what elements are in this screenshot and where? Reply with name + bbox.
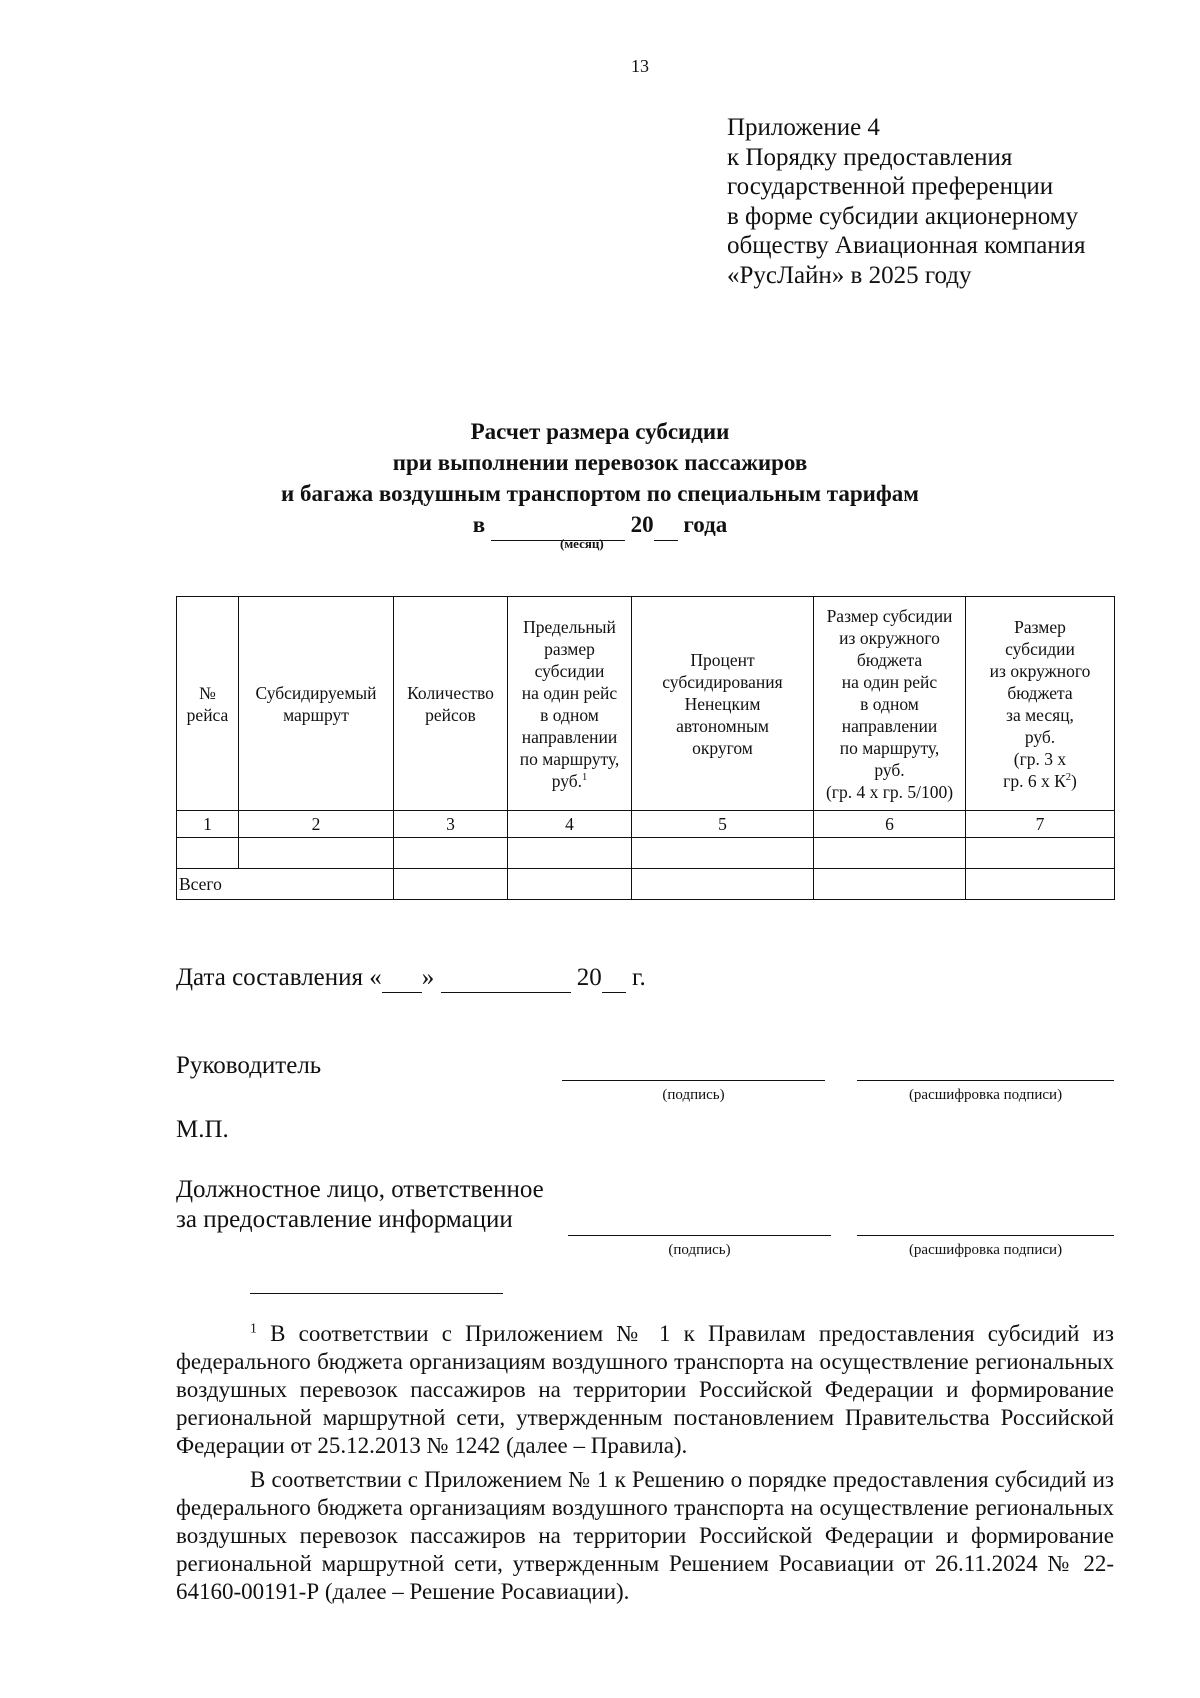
header-line <box>816 649 963 671</box>
month-blank <box>441 964 571 993</box>
table-row <box>177 838 1115 869</box>
appendix-line: в форме субсидии акционерному <box>727 202 1079 230</box>
column-number: 4 <box>508 811 632 838</box>
official-decoding-caption: (расшифровка подписи) <box>908 1242 1063 1258</box>
month-caption: (месяц) <box>560 536 604 551</box>
appendix-line: государственной преференции <box>727 173 1054 200</box>
table-cell <box>814 869 966 900</box>
table-cell <box>394 869 508 900</box>
table-cell <box>966 869 1115 900</box>
year-blank <box>602 964 626 993</box>
header-line-text: № <box>199 682 216 703</box>
header-line <box>510 660 629 682</box>
column-number: 2 <box>239 811 394 838</box>
header-line-text: размер <box>544 638 595 659</box>
column-number: 5 <box>632 811 814 838</box>
header-line <box>510 704 629 726</box>
official-decoding-line <box>857 1235 1114 1236</box>
official-signature-line <box>568 1235 831 1236</box>
header-line-text: Субсидируемый <box>255 682 377 703</box>
header-line-text: бюджета <box>856 649 923 670</box>
date-suffix: г. <box>632 964 646 991</box>
header-line <box>179 704 236 726</box>
header-line-text: рейса <box>186 704 229 725</box>
header-line-text: руб. <box>551 770 583 791</box>
header-max-subsidy <box>508 597 632 811</box>
stamp-label: М.П. <box>176 1116 229 1143</box>
header-line <box>968 726 1112 748</box>
header-line-text: бюджета <box>1007 682 1073 703</box>
title-line: Расчет размера субсидии <box>470 419 730 444</box>
page-number: 13 <box>631 56 649 76</box>
month-prefix: в <box>472 512 486 537</box>
header-line <box>510 726 629 748</box>
header-line <box>510 616 629 638</box>
header-line-text: на один рейс <box>521 682 618 703</box>
footnote-separator <box>250 1293 503 1294</box>
column-number: 1 <box>177 811 239 838</box>
total-row <box>177 869 1115 900</box>
header-line-text: за месяц, <box>1006 704 1074 725</box>
header-line-text: субсидирования <box>662 671 783 692</box>
document-title <box>0 416 1200 541</box>
date-prefix: Дата составления « <box>176 964 382 991</box>
appendix-block <box>727 113 1086 290</box>
table-cell <box>394 838 508 869</box>
header-subsidy-percent <box>632 597 814 811</box>
header-line <box>510 748 629 770</box>
header-line <box>968 748 1112 770</box>
header-line-text: в одном <box>860 693 919 714</box>
head-signature-caption: (подпись) <box>662 1087 725 1103</box>
header-line-text: направлении <box>841 715 938 736</box>
header-line <box>816 781 963 803</box>
header-line <box>510 682 629 704</box>
header-line-text: по маршруту, <box>519 748 620 769</box>
header-line-text: субсидии <box>1005 638 1075 659</box>
appendix-line: к Порядку предоставления <box>727 143 1013 171</box>
header-flight-number <box>177 597 239 811</box>
header-line-text: по маршруту, <box>839 737 940 758</box>
header-line <box>968 704 1112 726</box>
table-cell <box>177 838 239 869</box>
appendix-line: «РусЛайн» в 2025 году <box>727 261 972 289</box>
table-cell <box>508 838 632 869</box>
appendix-line: Приложение 4 <box>727 114 880 141</box>
header-line-text: (гр. 4 х гр. 5/100) <box>825 781 954 802</box>
head-label: Руководитель <box>176 1052 322 1079</box>
header-line-text: автономным <box>676 715 769 736</box>
header-line <box>816 627 963 649</box>
table-cell <box>632 869 814 900</box>
date-year-prefix: 20 <box>576 964 602 991</box>
table-header-row <box>177 597 1115 811</box>
header-line-text: из окружного <box>989 660 1091 681</box>
header-line-text: гр. 6 х К <box>1003 770 1066 791</box>
header-line <box>241 682 391 704</box>
subsidy-table <box>176 596 1115 900</box>
table-cell <box>239 838 394 869</box>
header-line <box>816 671 963 693</box>
header-line <box>968 660 1112 682</box>
year-blank <box>654 509 678 541</box>
superscript: 2 <box>1065 771 1072 783</box>
header-line <box>968 770 1112 792</box>
header-line-text: Процент <box>690 649 755 670</box>
header-flights-count <box>394 597 508 811</box>
footnote-mark: 1 <box>582 771 588 783</box>
header-line <box>968 682 1112 704</box>
header-line-text: Количество <box>407 682 494 703</box>
header-district-subsidy-per-flight <box>814 597 966 811</box>
head-decoding-caption: (расшифровка подписи) <box>908 1087 1063 1103</box>
title-line: и багажа воздушным транспортом по специальным тарифам <box>281 481 919 506</box>
month-blank <box>491 509 625 541</box>
footnote-1 <box>176 1320 1114 1460</box>
header-line <box>816 715 963 737</box>
header-line-text: направлении <box>521 726 618 747</box>
header-line-text: Размер субсидии <box>826 605 953 626</box>
header-line <box>634 649 811 671</box>
header-route <box>239 597 394 811</box>
header-line <box>968 638 1112 660</box>
column-number-row <box>177 811 1115 838</box>
header-line-text: рейсов <box>425 704 476 725</box>
table-cell <box>508 869 632 900</box>
header-line <box>634 693 811 715</box>
header-line <box>396 682 505 704</box>
footnote-2 <box>176 1466 1114 1606</box>
header-line-text: Предельный <box>523 616 616 637</box>
header-line <box>241 704 391 726</box>
appendix-line: обществу Авиационная компания <box>727 232 1086 259</box>
footnote-1-mark: 1 <box>250 1320 257 1336</box>
header-line <box>510 770 629 792</box>
table-cell <box>814 838 966 869</box>
header-line-text: Размер <box>1014 616 1066 637</box>
column-number: 7 <box>966 811 1115 838</box>
date-mid: » <box>421 964 435 991</box>
day-blank <box>382 964 422 993</box>
header-line <box>816 759 963 781</box>
official-signature-caption: (подпись) <box>668 1242 731 1258</box>
header-line-text: субсидии <box>534 660 605 681</box>
header-line-text: руб. <box>874 759 905 780</box>
total-label: Всего <box>177 869 394 900</box>
header-line-text: из окружного <box>839 627 940 648</box>
footnotes <box>176 1320 1114 1612</box>
header-line <box>634 715 811 737</box>
official-label-line2: за предоставление информации <box>176 1206 513 1233</box>
official-label-line1: Должностное лицо, ответственное <box>176 1176 544 1203</box>
column-number: 6 <box>814 811 966 838</box>
header-line <box>634 737 811 759</box>
header-line-text: руб. <box>1024 726 1056 747</box>
header-line <box>968 616 1112 638</box>
header-line <box>816 693 963 715</box>
header-line <box>510 638 629 660</box>
header-line <box>634 671 811 693</box>
column-number: 3 <box>394 811 508 838</box>
header-line-text: в одном <box>540 704 599 725</box>
header-line-text: Ненецким <box>684 693 761 714</box>
header-line <box>816 737 963 759</box>
title-line: при выполнении перевозок пассажиров <box>392 450 808 475</box>
header-line <box>179 682 236 704</box>
header-line-text: округом <box>692 737 753 758</box>
compilation-date <box>176 964 646 993</box>
footnote-1-text: В соответствии с Приложением № 1 к Правилам предоставления субсидий из федерального бюджета организациям воздушного транспорта на осуществление региональных воздушных перевозок пассажиров на территории Российской Федерации и формирование региональной маршрутной сети, утвержденным постановлением Правительства Российской Федерации от 25.12.2013 № 1242 (далее – Правила). <box>176 1321 1115 1458</box>
header-line-text: на один рейс <box>841 671 938 692</box>
header-line-text: (гр. 3 х <box>1013 748 1067 769</box>
header-line <box>816 605 963 627</box>
year-suffix: года <box>683 512 728 537</box>
header-district-subsidy-month <box>966 597 1115 811</box>
header-line-text: маршрут <box>283 704 349 725</box>
table-cell <box>632 838 814 869</box>
header-line <box>396 704 505 726</box>
closing-paren: ) <box>1071 770 1077 791</box>
head-signature-line <box>562 1080 825 1081</box>
footnote-2-text: В соответствии с Приложением № 1 к Решению о порядке предоставления субсидий из федерального бюджета организациям воздушного транспорта на осуществление региональных воздушных перевозок пассажиров на территории Российской Федерации и формирование региональной маршрутной сети, утвержденным Решением Росавиации от 26.11.2024 № 22-64160-00191-Р (далее – Решение Росавиации). <box>176 1467 1114 1604</box>
table-cell <box>966 838 1115 869</box>
year-prefix: 20 <box>630 512 654 537</box>
head-decoding-line <box>857 1080 1114 1081</box>
